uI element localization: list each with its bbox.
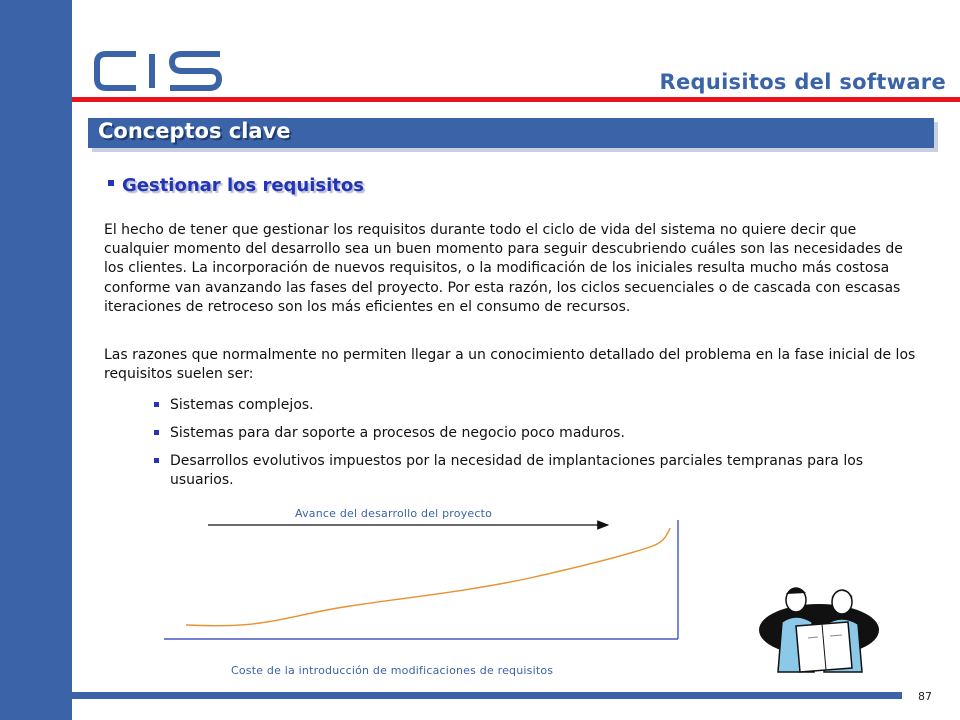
subheading-text: Gestionar los requisitos <box>122 175 364 196</box>
presentation-title: Requisitos del software <box>659 70 946 94</box>
cis-logo <box>92 48 224 94</box>
list-item-text: Sistemas complejos. <box>170 397 314 413</box>
left-sidebar-bar <box>0 0 72 720</box>
progress-axis-label: Avance del desarrollo del proyecto <box>295 507 493 520</box>
paragraph-1: El hecho de tener que gestionar los requisitos durante todo el ciclo de vida del sistema no quiere decir que cualquier momento del desarrollo sea un buen momento para seguir descubriendo cuáles son las necesidades de los clientes. La incorporación de nuevos requisitos, o la modificación de los iniciales resulta mucho más costosa conforme van avanzando las fases del proyecto. Por esta razón, los ciclos secuenciales o de cascada con escasas iteraciones de retroceso son los más eficientes en el consumo de recursos. <box>104 222 903 315</box>
square-bullet-icon <box>154 402 159 407</box>
footer-bar <box>72 692 902 699</box>
cost-axis-label: Coste de la introducción de modificaciones de requisitos <box>231 664 554 677</box>
square-bullet-icon <box>154 458 159 463</box>
header-divider <box>72 97 960 102</box>
list-item <box>154 424 914 443</box>
list-item-text: Sistemas para dar soporte a procesos de negocio poco maduros. <box>170 425 625 441</box>
subheading <box>108 175 364 196</box>
cost-curve <box>186 528 670 626</box>
cost-curve-diagram <box>150 500 710 690</box>
list-item <box>154 452 914 490</box>
square-bullet-icon <box>154 430 159 435</box>
two-people-reading-document-icon <box>756 580 882 682</box>
paragraph-2: Las razones que normalmente no permiten llegar a un conocimiento detallado del problema en la fase inicial de los requisitos suelen ser: <box>104 347 916 383</box>
section-banner <box>88 118 934 148</box>
square-bullet-icon <box>108 180 114 186</box>
section-title: Conceptos clave <box>98 119 291 143</box>
page-number: 87 <box>918 690 932 703</box>
list-item-text: Desarrollos evolutivos impuestos por la necesidad de implantaciones parciales tempranas para los usuarios. <box>170 453 864 488</box>
list-item <box>154 396 914 415</box>
